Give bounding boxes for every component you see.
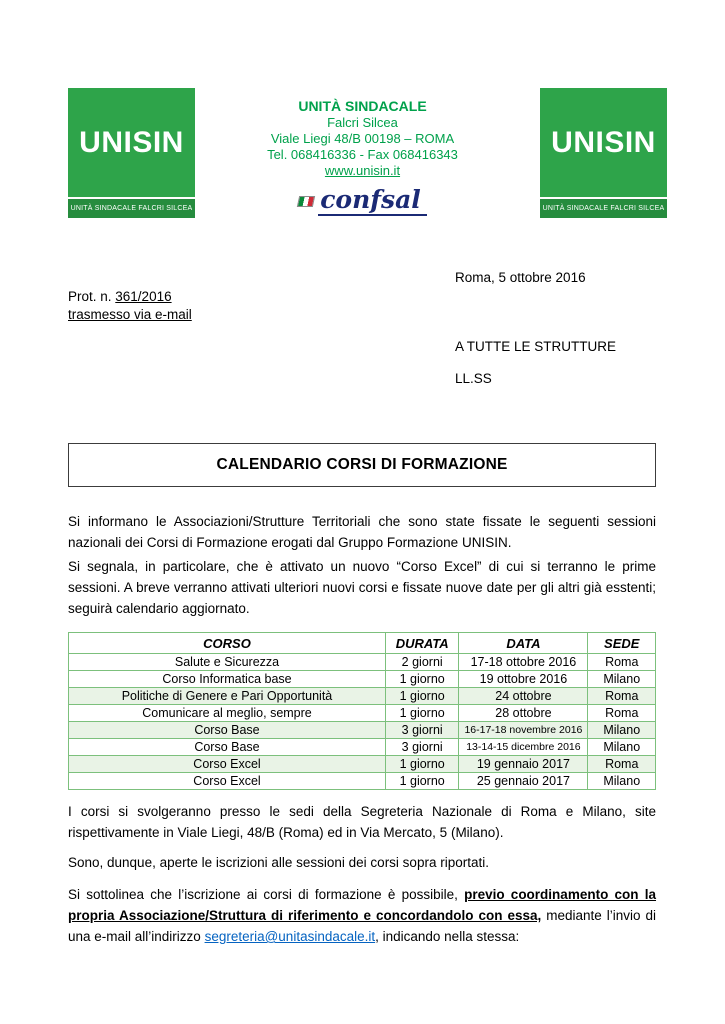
table-cell: Roma — [588, 705, 656, 722]
date-line: Roma, 5 ottobre 2016 — [455, 270, 586, 285]
courses-table — [68, 632, 656, 790]
org-name: UNITÀ SINDACALE — [298, 98, 427, 114]
table-cell: 3 giorni — [385, 722, 458, 739]
table-cell: Corso Excel — [69, 773, 386, 790]
table-cell: Politiche di Genere e Pari Opportunità — [69, 688, 386, 705]
email-link[interactable]: segreteria@unitasindacale.it — [204, 929, 376, 944]
website-line — [183, 163, 543, 179]
table-header-cell: SEDE — [588, 633, 656, 654]
table-cell: Corso Informatica base — [69, 671, 386, 688]
table-cell: 1 giorno — [385, 688, 458, 705]
table-row — [69, 722, 656, 739]
paragraph-note: Si segnala, in particolare, che è attivato un nuovo “Corso Excel” di cui si terranno le prime sessioni. A breve verranno attivati ulteriori nuovi corsi e fissate nuove date per gli altri già esstenti; seguirà calendario aggiornato. — [68, 559, 656, 616]
confsal-logo-text: confsal — [318, 187, 427, 216]
recipient-line-2: LL.SS — [455, 371, 492, 386]
table-cell: Roma — [588, 654, 656, 671]
protocol-number: 361/2016 — [115, 289, 172, 304]
protocol-block — [68, 288, 192, 323]
table-header-cell: CORSO — [69, 633, 386, 654]
recipient-line-1: A TUTTE LE STRUTTURE — [455, 339, 617, 354]
p5-bold-segment: previo coordinamento con la propria Associazione/Struttura di riferimento e concordandolo con essa, — [68, 887, 657, 923]
courses-table-body — [69, 654, 656, 790]
paragraph-registration-instructions — [68, 884, 656, 947]
table-row — [69, 739, 656, 756]
table-cell: 3 giorni — [385, 739, 458, 756]
unisin-logo-text: UNISIN — [79, 125, 184, 159]
table-cell: 19 ottobre 2016 — [459, 671, 588, 688]
paragraph-open-registrations: Sono, dunque, aperte le iscrizioni alle sessioni dei corsi sopra riportati. — [68, 855, 489, 870]
table-cell: 19 gennaio 2017 — [459, 756, 588, 773]
table-cell: Corso Excel — [69, 756, 386, 773]
table-cell: Salute e Sicurezza — [69, 654, 386, 671]
table-cell: Milano — [588, 722, 656, 739]
table-cell: 1 giorno — [385, 671, 458, 688]
table-row — [69, 671, 656, 688]
table-row — [69, 688, 656, 705]
table-header-cell: DATA — [459, 633, 588, 654]
unisin-logo-band-text: UNITÀ SINDACALE FALCRI SILCEA — [68, 197, 195, 218]
table-row — [69, 756, 656, 773]
table-header-row — [69, 633, 656, 654]
page-title: CALENDARIO CORSI DI FORMAZIONE — [216, 456, 508, 473]
letterhead — [183, 98, 543, 216]
unisin-logo-text: UNISIN — [551, 125, 656, 159]
org-phone: Tel. 068416336 - Fax 068416343 — [267, 147, 458, 162]
table-cell: Milano — [588, 773, 656, 790]
table-cell: Corso Base — [69, 722, 386, 739]
table-cell: Roma — [588, 688, 656, 705]
confsal-flag-icon — [297, 196, 315, 207]
table-cell: Milano — [588, 671, 656, 688]
confsal-logo — [183, 187, 543, 216]
transmitted-line: trasmesso via e-mail — [68, 306, 192, 322]
table-cell: Comunicare al meglio, sempre — [69, 705, 386, 722]
protocol-label: Prot. n. — [68, 289, 116, 304]
p5-end: , indicando nella stessa: — [375, 929, 520, 944]
p5-start: Si sottolinea che l’iscrizione ai corsi di formazione è possibile, — [68, 887, 465, 902]
table-cell: 2 giorni — [385, 654, 458, 671]
table-cell: 1 giorno — [385, 756, 458, 773]
org-subname: Falcri Silcea — [327, 115, 398, 130]
unisin-logo-band-text: UNITÀ SINDACALE FALCRI SILCEA — [540, 197, 667, 218]
table-cell: 25 gennaio 2017 — [459, 773, 588, 790]
table-cell: 1 giorno — [385, 705, 458, 722]
p5-mid: mediante l’invio di una e-mail all’indirizzo — [68, 908, 656, 944]
org-address: Viale Liegi 48/B 00198 – ROMA — [270, 131, 455, 146]
table-row — [69, 654, 656, 671]
paragraph-intro: Si informano le Associazioni/Strutture Territoriali che sono state fissate le seguenti sessioni nazionali dei Corsi di Formazione erogati dal Gruppo Formazione UNISIN. — [68, 514, 656, 550]
unisin-logo-left — [68, 88, 195, 218]
table-cell: 1 giorno — [385, 773, 458, 790]
table-cell: 24 ottobre — [459, 688, 588, 705]
table-row — [69, 773, 656, 790]
protocol-line — [68, 288, 192, 306]
table-cell: 13-14-15 dicembre 2016 — [459, 739, 588, 756]
paragraph-locations: I corsi si svolgeranno presso le sedi della Segreteria Nazionale di Roma e Milano, site rispettivamente in Viale Liegi, 48/B (Roma) ed in Via Mercato, 5 (Milano). — [68, 804, 656, 840]
table-cell: 17-18 ottobre 2016 — [459, 654, 588, 671]
unisin-logo-right — [540, 88, 667, 218]
table-cell: 16-17-18 novembre 2016 — [459, 722, 588, 739]
table-cell: 28 ottobre — [459, 705, 588, 722]
website-link[interactable]: www.unisin.it — [324, 163, 401, 178]
table-cell: Roma — [588, 756, 656, 773]
table-row — [69, 705, 656, 722]
table-header-cell: DURATA — [385, 633, 458, 654]
table-cell: Milano — [588, 739, 656, 756]
title-box — [68, 443, 656, 487]
table-cell: Corso Base — [69, 739, 386, 756]
